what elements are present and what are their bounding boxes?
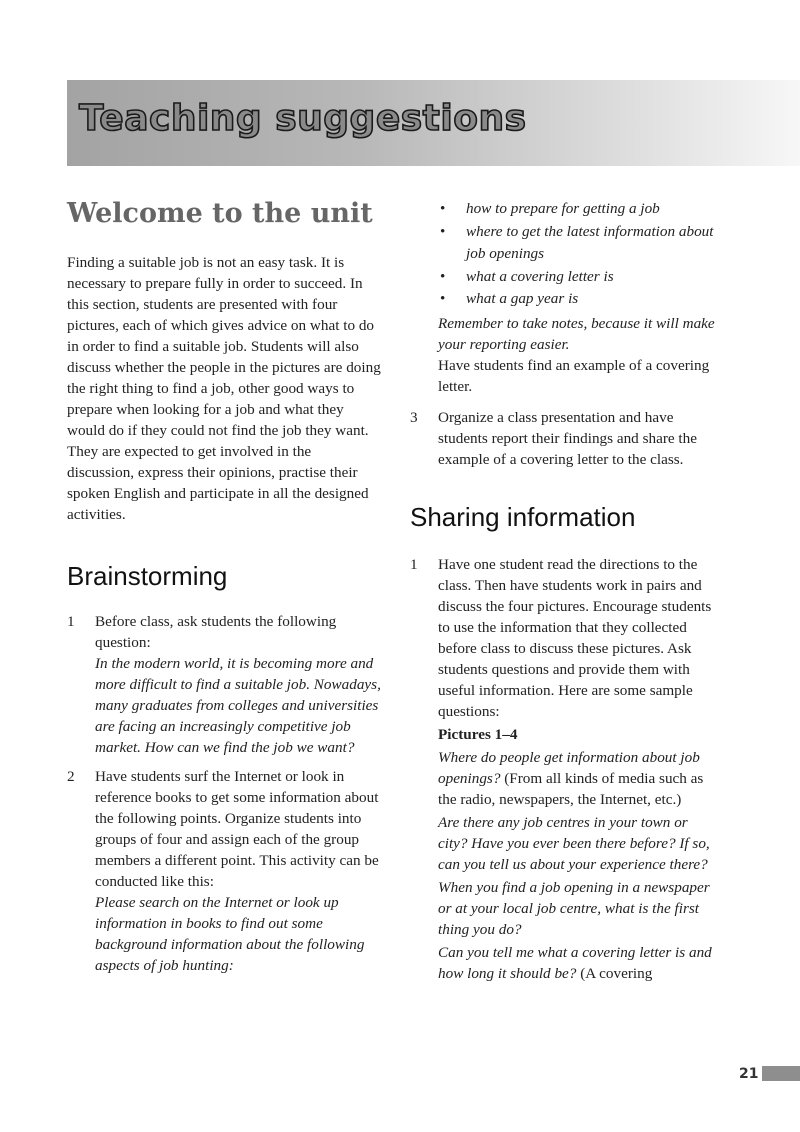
list-item: • what a covering letter is [438, 266, 720, 289]
question-3: When you find a job opening in a newspaper or at your local job centre, what is the first thing you do? [438, 878, 710, 938]
sharing-heading: Sharing information [410, 501, 636, 532]
item-number: 1 [410, 555, 418, 573]
brainstorm-item-2 [67, 766, 382, 976]
list-item: • where to get the latest information about job openings [438, 221, 720, 266]
brainstorm-item-1 [67, 611, 382, 758]
question-text: Can you tell me what a covering letter is and how long it should be? [438, 943, 712, 982]
item-number: 1 [67, 613, 75, 630]
sharing-item-1 [410, 554, 720, 984]
list-item: • how to prepare for getting a job [438, 198, 720, 221]
brainstorm-item-3 [410, 407, 720, 470]
item-text: Organize a class presentation and have students report their findings and share the example of a covering letter to the class. [438, 408, 697, 468]
remember-note: Remember to take notes, because it will make your reporting easier. [438, 314, 715, 353]
welcome-heading: Welcome to the unit [67, 198, 373, 229]
item-text: Before class, ask students the following question: [95, 613, 337, 651]
list-item: • what a gap year is [438, 288, 720, 311]
item-question: In the modern world, it is becoming more and more difficult to find a suitable job. Nowadays, many graduates from colleges and universities are facing an increasingly competitive job market. How can we find the job we want? [95, 655, 381, 756]
welcome-paragraph: Finding a suitable job is not an easy task. It is necessary to prepare fully in order to succeed. In this section, students are presented with four pictures, each of which gives advice on what to do in order to find a suitable job. Students will also discuss whether the people in the pictures are doing the right thing to find a job, other good ways to prepare when looking for a job and what they would do if they could not find the job they want. They are expected to get involved in the discussion, express their opinions, practise their spoken English and participate in all the designed activities. [67, 254, 381, 523]
question-1 [438, 747, 720, 810]
item-text: Have one student read the directions to the class. Then have students work in pairs and discuss the four pictures. Encourage students to use the information that they collected before class to discuss these pictures. Ask students questions and provide them with useful information. Here are some sample questions: [438, 555, 712, 720]
question-2: Are there any job centres in your town or city? Have you ever been there before? If so, can you tell us about your experience there? [438, 813, 710, 873]
example-instruction: Have students find an example of a covering letter. [438, 356, 710, 395]
left-column [67, 196, 382, 976]
brainstorming-heading: Brainstorming [67, 561, 228, 591]
question-4 [438, 942, 720, 984]
question-text: Where do people get information about job openings? [438, 748, 700, 787]
item-number: 2 [67, 768, 75, 785]
item-number: 3 [410, 408, 418, 426]
header-banner [67, 80, 800, 166]
question-answer: (A covering [576, 964, 653, 982]
pictures-label: Pictures 1–4 [438, 725, 518, 743]
aspects-list [410, 198, 720, 311]
right-column [410, 198, 720, 984]
item-instruction: Please search on the Internet or look up information in books to find out some background information about the following aspects of job hunting: [95, 894, 365, 974]
page-number: 21 [739, 1066, 759, 1082]
page-title: Teaching suggestions [79, 98, 527, 139]
item-text: Have students surf the Internet or look in reference books to get some information about the following points. Organize students into groups of four and assign each of the group members a different point. This activity can be conducted like this: [95, 768, 379, 890]
page-number-bar [762, 1066, 800, 1081]
question-answer: (From all kinds of media such as the radio, newspapers, the Internet, etc.) [438, 769, 704, 808]
